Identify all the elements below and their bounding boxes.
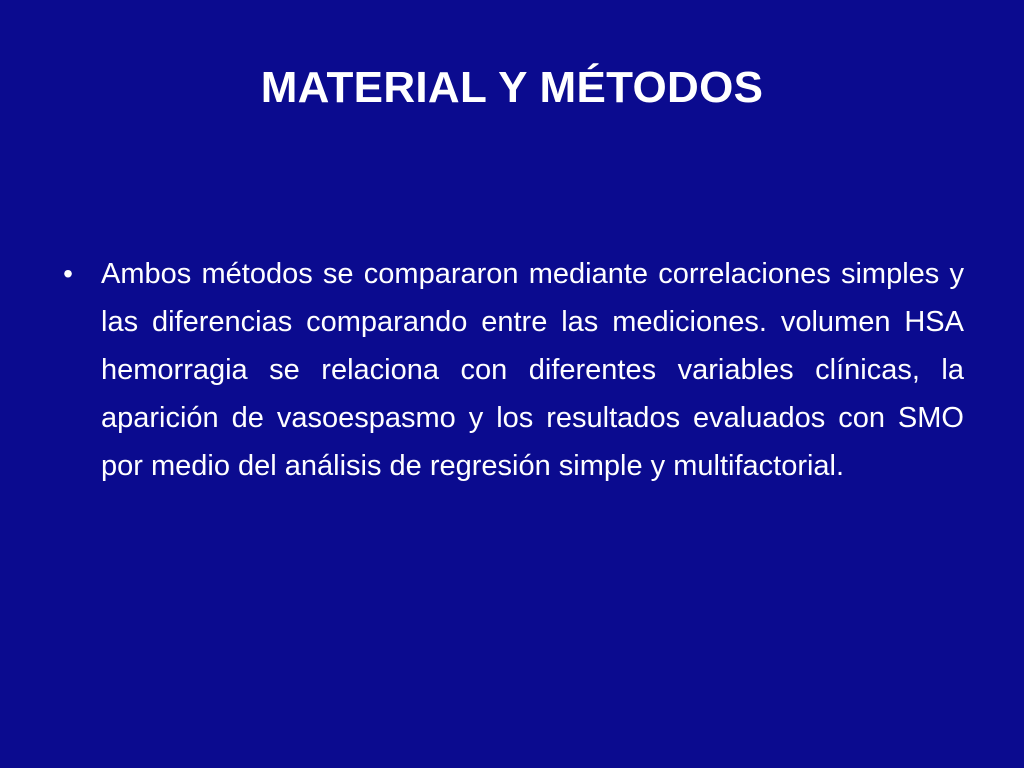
bullet-text: Ambos métodos se compararon mediante correlaciones simples y las diferencias comparando entre las mediciones. volumen HSA hemorragia se relaciona con diferentes variables clínicas, la aparición de vasoespasmo y los resultados evaluados con SMO por medio del análisis de regresión simple y multifactorial. — [101, 258, 964, 482]
bullet-marker: • — [63, 258, 73, 289]
bullet-list — [58, 250, 964, 490]
slide-title: MATERIAL Y MÉTODOS — [260, 63, 764, 112]
bullet-item — [58, 250, 964, 490]
